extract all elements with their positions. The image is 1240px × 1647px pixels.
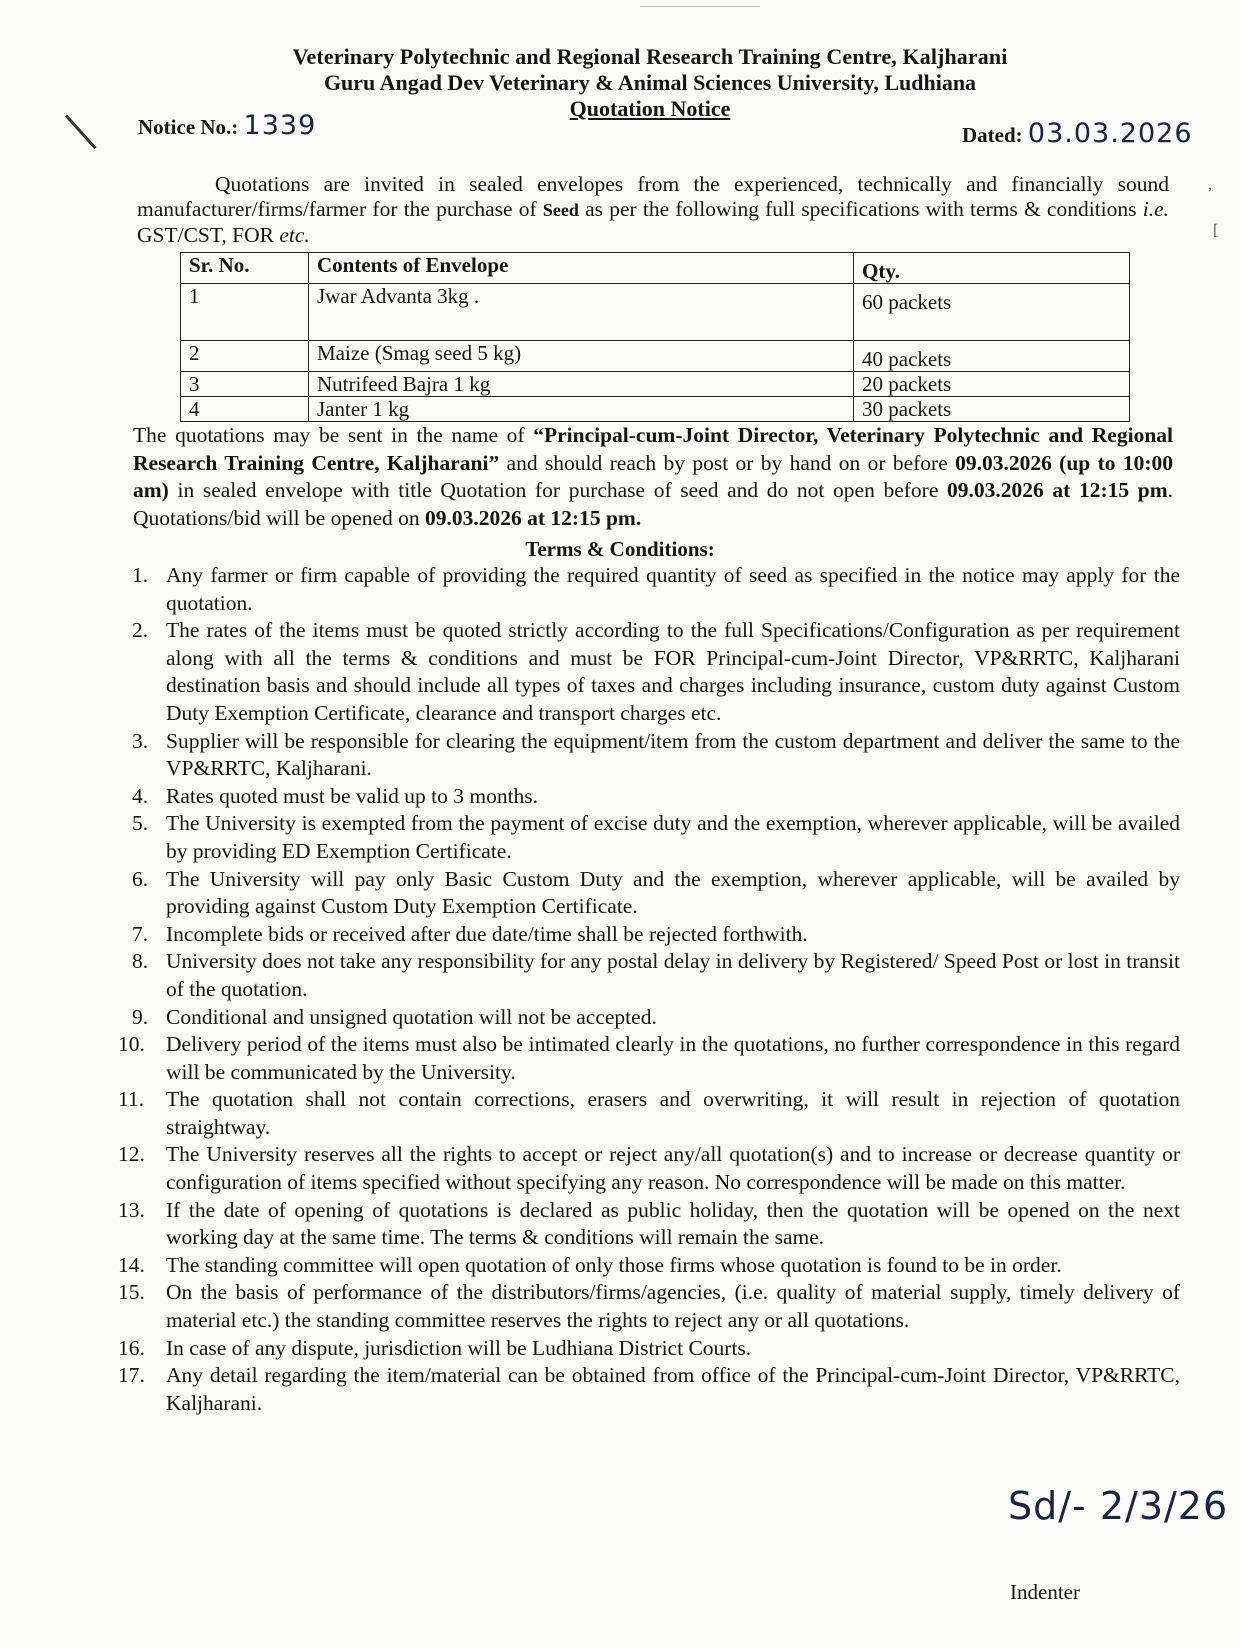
- intro-text: GST/CST, FOR: [137, 223, 280, 247]
- term-item: [118, 783, 1180, 811]
- submission-text: and should reach by post or by hand on or before: [499, 450, 956, 475]
- term-item: [118, 1086, 1180, 1141]
- cell-item: Jwar Advanta 3kg .: [309, 284, 854, 341]
- cell-qty: 40 packets: [854, 341, 1130, 372]
- term-text: Conditional and unsigned quotation will not be accepted.: [166, 1004, 657, 1029]
- term-text: Any farmer or firm capable of providing the required quantity of seed as specified in the notice may apply for the quotation.: [166, 563, 1180, 615]
- term-text: Rates quoted must be valid up to 3 months.: [166, 783, 539, 808]
- term-item: [118, 1197, 1180, 1252]
- term-item: [118, 866, 1180, 921]
- term-number: 10.: [118, 1032, 145, 1057]
- notice-date-value: 03.03.2026: [1027, 118, 1193, 149]
- term-text: The rates of the items must be quoted strictly according to the full Specifications/Configuration as per requirement along with all the terms & conditions and must be FOR Principal-cum-Joint Director, VP&RRTC, Kaljharani destination basis and should include all types of taxes and charges including insurance, custom duty against Custom Duty Exemption Certificate, clearance and transport charges etc.: [166, 618, 1180, 725]
- cell-sr: 4: [181, 397, 309, 422]
- margin-mark: ,: [1208, 176, 1212, 193]
- term-text: Delivery period of the items must also be intimated clearly in the quotations, no further correspondence in this regard will be communicated by the University.: [166, 1032, 1180, 1084]
- margin-mark: [: [1213, 222, 1219, 239]
- term-text: The University will pay only Basic Custom Duty and the exemption, wherever applicable, will be availed by providing against Custom Duty Exemption Certificate.: [166, 866, 1180, 919]
- scan-edge-line: [640, 6, 760, 7]
- term-text: If the date of opening of quotations is declared as public holiday, then the quotation will be opened on the next working day at the same time. The terms & conditions will remain the same.: [166, 1197, 1180, 1250]
- do-not-open-before: 09.03.2026 at 12:15 pm: [947, 478, 1168, 502]
- opening-datetime: 09.03.2026 at 12:15 pm.: [425, 505, 642, 530]
- term-item: [118, 1279, 1180, 1334]
- term-number: 6.: [132, 866, 149, 891]
- table-row: [181, 284, 1130, 341]
- intro-etc: etc.: [279, 223, 310, 247]
- submission-text: in sealed envelope with title Quotation for purchase of seed and do not open before: [168, 478, 948, 502]
- cell-qty: 20 packets: [854, 372, 1130, 397]
- header-qty: Qty.: [854, 253, 1130, 284]
- term-number: 9.: [132, 1004, 149, 1029]
- term-number: 11.: [118, 1087, 145, 1112]
- submission-text: . Quotations/bid will be opened on: [133, 478, 1174, 530]
- table-row: [181, 397, 1130, 422]
- header-contents: Contents of Envelope: [309, 253, 854, 284]
- table-row: [181, 341, 1130, 372]
- cell-qty: 30 packets: [854, 397, 1130, 422]
- header-sr-no: Sr. No.: [181, 253, 309, 284]
- term-item: [118, 810, 1180, 865]
- cell-sr: 2: [181, 341, 309, 372]
- cell-sr: 3: [181, 372, 309, 397]
- document-title: Quotation Notice: [569, 96, 731, 121]
- term-number: 2.: [132, 618, 149, 643]
- cell-item: Janter 1 kg: [309, 397, 854, 422]
- notice-date-label: Dated:: [962, 123, 1023, 147]
- intro-text: Quotations are invited in sealed envelopes from the experienced, technically and financially sound manufacturer/firms/farmer for the purchase of: [137, 172, 1169, 221]
- term-item: [118, 1335, 1180, 1363]
- term-number: 8.: [132, 949, 149, 974]
- institute-name: Veterinary Polytechnic and Regional Research Training Centre, Kaljharani: [292, 44, 1008, 69]
- addressee: “Principal-cum-Joint Director, Veterinary Polytechnic and Regional Research Training Centre, Kaljharani”: [133, 423, 1174, 475]
- handwritten-tick-mark: [65, 114, 97, 149]
- term-text: Any detail regarding the item/material can be obtained from office of the Principal-cum-Joint Director, VP&RRTC, Kaljharani.: [166, 1363, 1180, 1415]
- notice-number: [138, 110, 316, 141]
- university-name: Guru Angad Dev Veterinary & Animal Sciences University, Ludhiana: [323, 70, 977, 95]
- term-number: 13.: [118, 1197, 145, 1222]
- terms-heading: Terms & Conditions:: [525, 537, 715, 561]
- intro-paragraph: [137, 172, 1169, 248]
- cell-item: Maize (Smag seed 5 kg): [309, 341, 854, 372]
- cell-sr: 1: [181, 284, 309, 341]
- term-item: [118, 1004, 1180, 1032]
- term-number: 17.: [118, 1363, 145, 1388]
- term-number: 7.: [132, 921, 149, 946]
- submission-text: The quotations may be sent in the name of: [133, 423, 534, 447]
- notice-date: [962, 118, 1193, 149]
- table-header-row: [181, 253, 1130, 284]
- term-number: 4.: [132, 783, 149, 808]
- term-item: [118, 1252, 1180, 1280]
- handwritten-signature: Sd/- 2/3/26: [1008, 1484, 1229, 1528]
- term-number: 15.: [118, 1280, 145, 1305]
- submission-deadline: 09.03.2026 (up to 10:00 am): [133, 450, 1173, 502]
- intro-seed-word: Seed: [542, 200, 579, 220]
- term-item: [118, 1031, 1180, 1086]
- cell-qty: 60 packets: [854, 284, 1130, 341]
- indenter-label: Indenter: [1010, 1580, 1080, 1604]
- term-text: Supplier will be responsible for clearing the equipment/item from the custom department and deliver the same to the VP&RRTC, Kaljharani.: [166, 728, 1180, 781]
- term-text: The University reserves all the rights to accept or reject any/all quotation(s) and to increase or decrease quantity or configuration of items specified without specifying any reason. No correspondence will be made on this matter.: [166, 1142, 1180, 1195]
- term-text: On the basis of performance of the distributors/firms/agencies, (i.e. quality of material supply, timely delivery of material etc.) the standing committee reserves the rights to reject any or all quotations.: [166, 1280, 1180, 1333]
- notice-number-value: 1339: [243, 110, 317, 141]
- intro-text: as per the following full specifications with terms & conditions: [578, 197, 1143, 221]
- term-text: The standing committee will open quotation of only those firms whose quotation is found to be in order.: [166, 1252, 1062, 1277]
- term-number: 5.: [132, 811, 149, 836]
- term-item: [118, 562, 1180, 617]
- term-item: [118, 617, 1180, 727]
- term-text: The quotation shall not contain corrections, erasers and overwriting, it will result in rejection of quotation straightway.: [166, 1087, 1180, 1139]
- intro-ie: i.e.: [1142, 197, 1169, 221]
- term-item: [118, 921, 1180, 949]
- items-table: [180, 252, 1130, 422]
- cell-item: Nutrifeed Bajra 1 kg: [309, 372, 854, 397]
- term-item: [118, 1362, 1180, 1417]
- notice-number-label: Notice No.:: [138, 115, 239, 139]
- term-number: 14.: [118, 1252, 145, 1277]
- term-item: [118, 728, 1180, 783]
- terms-list: [118, 562, 1180, 1417]
- term-item: [118, 948, 1180, 1003]
- table-row: [181, 372, 1130, 397]
- term-number: 12.: [118, 1142, 145, 1167]
- term-number: 16.: [118, 1335, 145, 1360]
- submission-paragraph: [133, 422, 1173, 532]
- term-text: The University is exempted from the payment of excise duty and the exemption, wherever applicable, will be availed by providing ED Exemption Certificate.: [166, 811, 1180, 863]
- term-number: 3.: [132, 728, 149, 753]
- term-text: University does not take any responsibility for any postal delay in delivery by Registered/ Speed Post or lost in transit of the quotation.: [166, 949, 1180, 1001]
- term-number: 1.: [132, 563, 149, 587]
- term-text: In case of any dispute, jurisdiction will be Ludhiana District Courts.: [166, 1335, 752, 1360]
- term-item: [118, 1141, 1180, 1196]
- term-text: Incomplete bids or received after due date/time shall be rejected forthwith.: [166, 921, 808, 946]
